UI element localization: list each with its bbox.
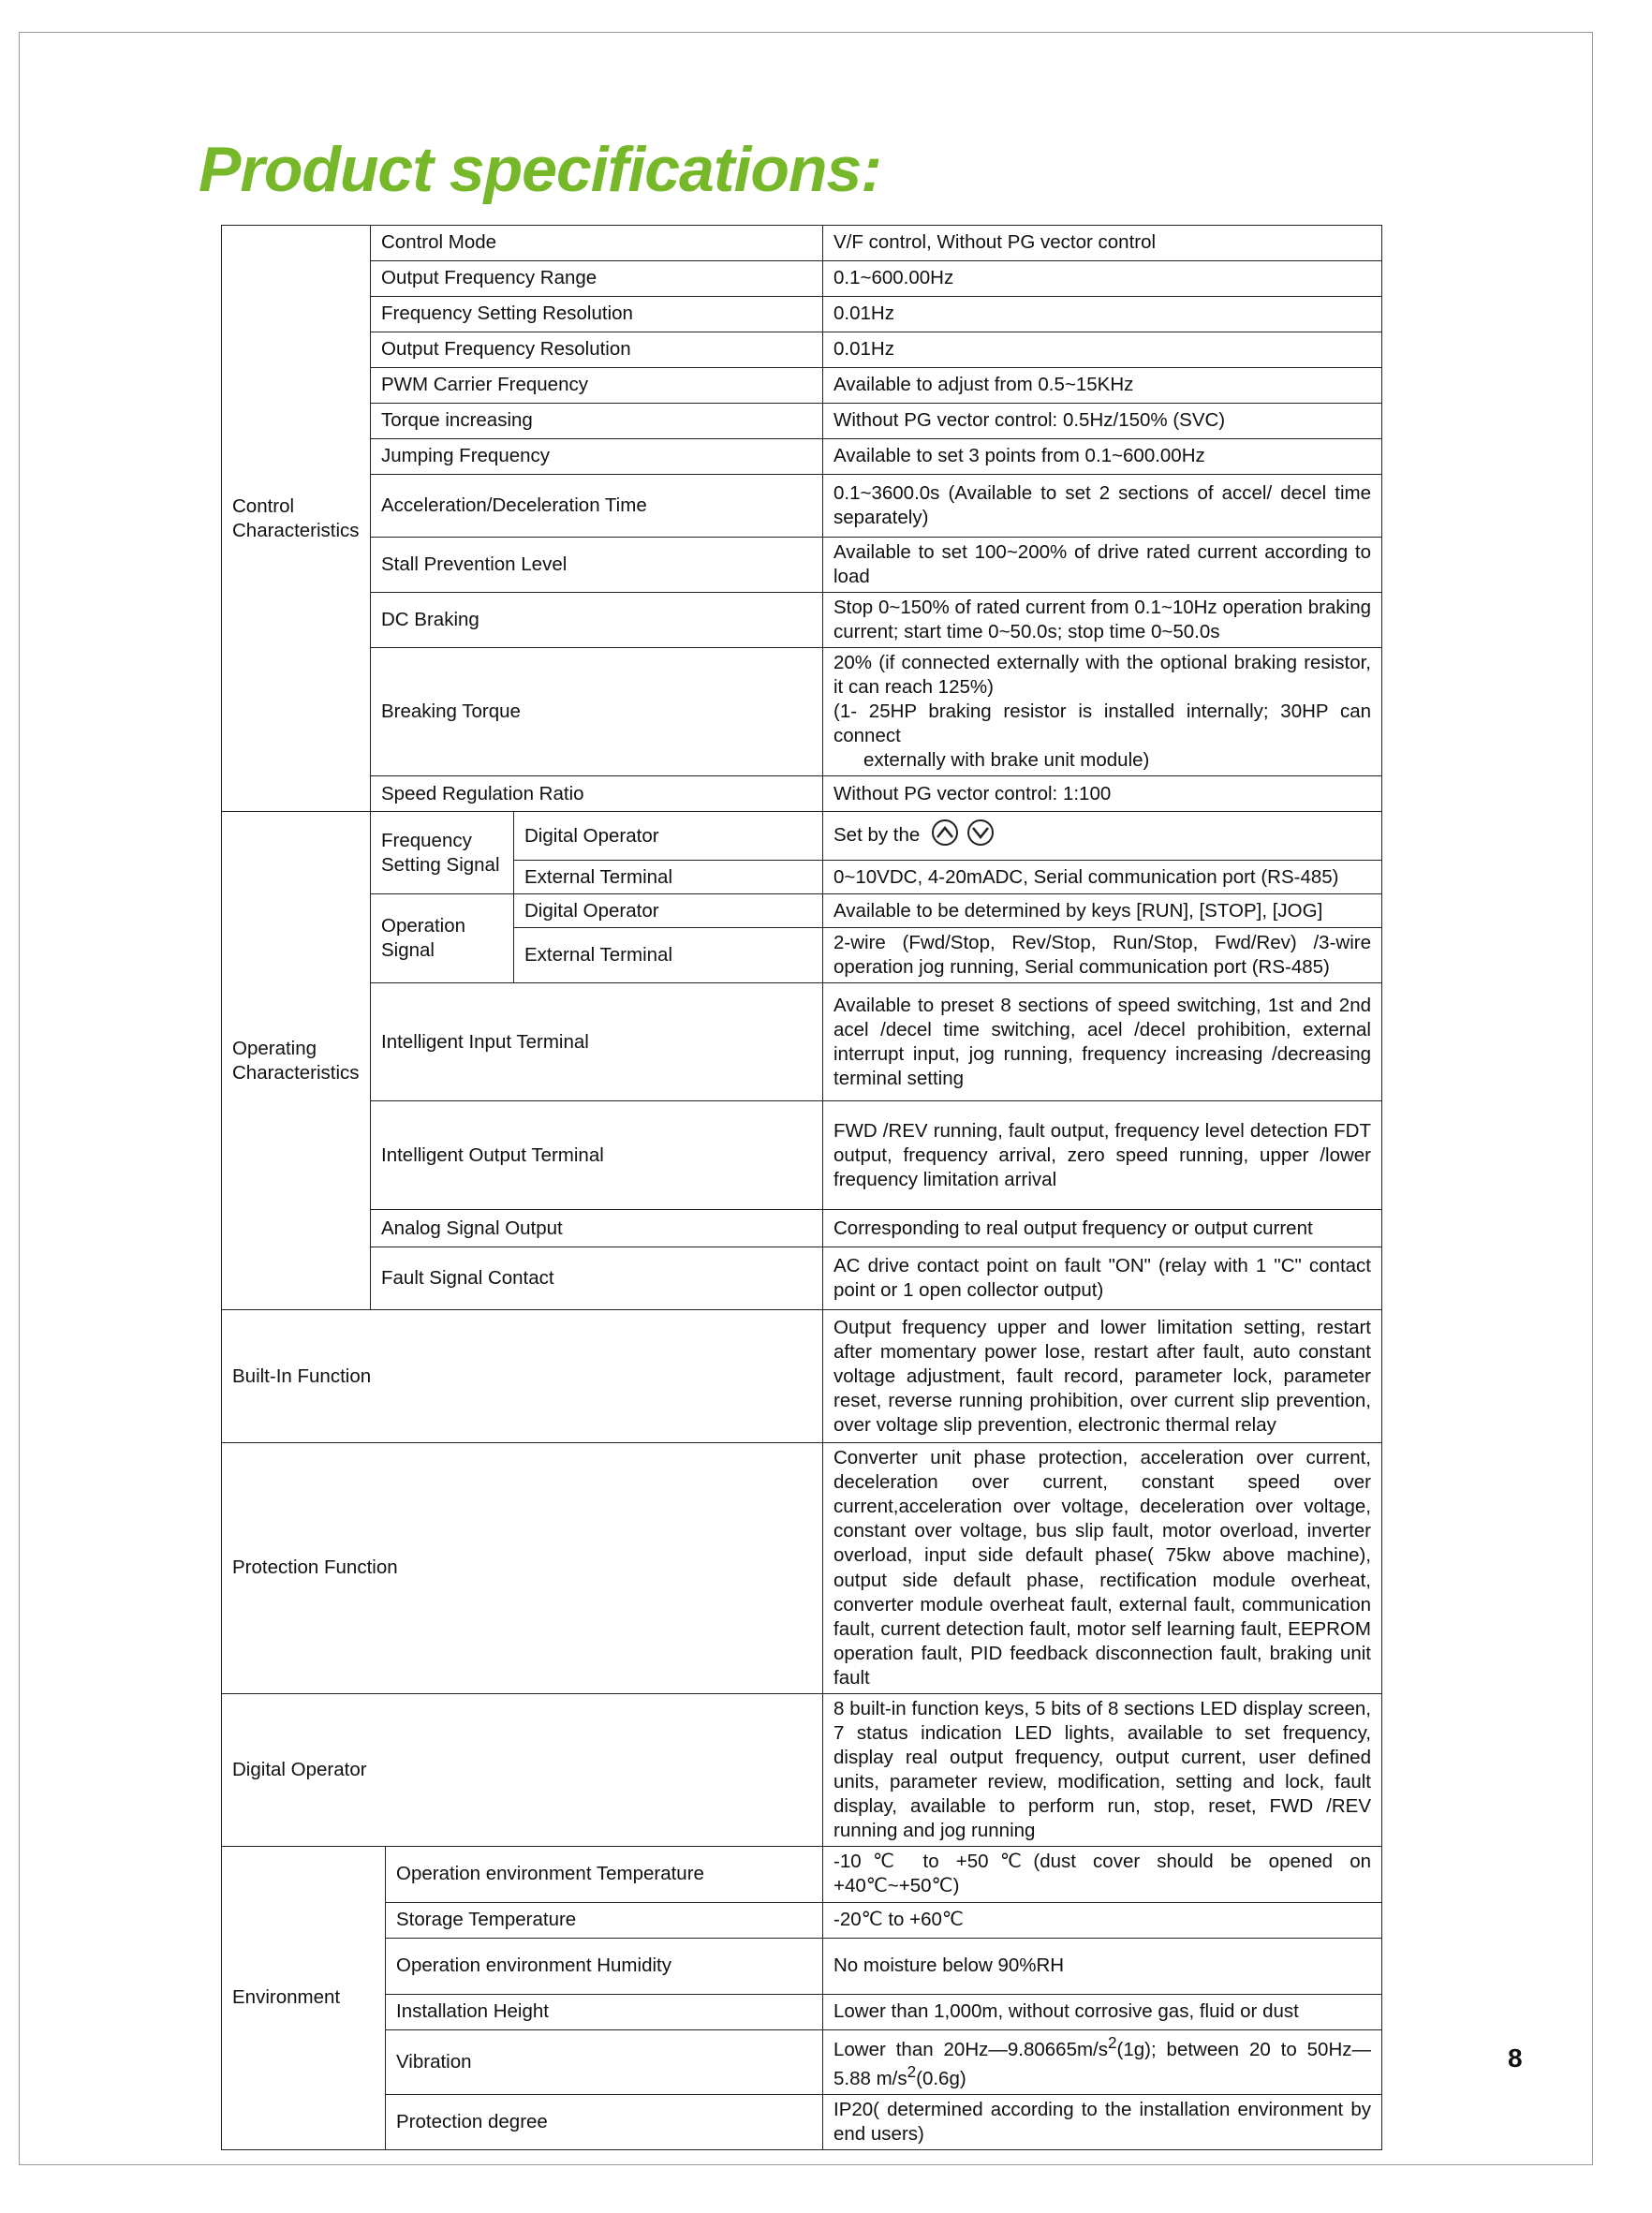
spec-value: Without PG vector control: 0.5Hz/150% (SVC)	[823, 404, 1382, 439]
table-row	[222, 593, 1382, 648]
table-row	[222, 2094, 1382, 2149]
spec-name: DC Braking	[371, 593, 823, 648]
spec-value: No moisture below 90%RH	[823, 1938, 1382, 1994]
spec-name: Control Mode	[371, 226, 823, 261]
spec-value: IP20( determined according to the installation environment by end users)	[823, 2094, 1382, 2149]
spec-value: Converter unit phase protection, acceleration over current, deceleration over current, constant speed over current,acceleration over voltage, deceleration over voltage, constant over voltage, bus slip fault, motor overload, inverter overload, input side default phase( 75kw above machine), output side default phase, rectification module overheat, converter module overheat fault, external fault, communication fault, current detection fault, motor self learning fault, EEPROM operation fault, PID feedback disconnection fault, braking unit fault	[823, 1443, 1382, 1693]
spec-value: 8 built-in function keys, 5 bits of 8 sections LED display screen, 7 status indication LED lights, available to set frequency, display real output frequency, output current, user defined units, parameter review, modification, setting and lock, fault display, available to perform run, stop, reset, FWD /REV running and jog running	[823, 1693, 1382, 1846]
section-label-environment: Environment	[222, 1846, 386, 2149]
spec-value: AC drive contact point on fault "ON" (relay with 1 "C" contact point or 1 open collector output)	[823, 1247, 1382, 1310]
down-arrow-icon	[966, 819, 1002, 853]
table-row	[222, 894, 1382, 928]
sub-label-operation-signal: Operation Signal	[371, 894, 514, 983]
section-label-builtin: Built-In Function	[222, 1310, 823, 1443]
spec-value: Set by the	[823, 812, 1382, 861]
spec-value: -10℃ to +50℃(dust cover should be opened on +40℃~+50℃)	[823, 1846, 1382, 1902]
table-row	[222, 261, 1382, 297]
spec-name: Operation environment Humidity	[386, 1938, 823, 1994]
spec-name: Installation Height	[386, 1994, 823, 2029]
table-row	[222, 1310, 1382, 1443]
spec-value: Output frequency upper and lower limitation setting, restart after momentary power lose, restart after fault, auto constant voltage adjustment, fault record, parameter lock, parameter reset, reverse running prohibition, over current slip prevention, over voltage slip prevention, electronic thermal relay	[823, 1310, 1382, 1443]
spec-value: -20℃ to +60℃	[823, 1902, 1382, 1938]
page-title: Product specifications:	[199, 134, 881, 205]
table-row	[222, 1101, 1382, 1210]
jog-key-label: [JOG]	[1272, 899, 1323, 922]
section-label-operating: Operating Characteristics	[222, 812, 371, 1310]
spec-value: 2-wire (Fwd/Stop, Rev/Stop, Run/Stop, Fwd/Rev) /3-wire operation jog running, Serial communication port (RS-485)	[823, 928, 1382, 983]
table-row	[222, 439, 1382, 475]
specifications-table	[221, 225, 1382, 2150]
table-row	[222, 538, 1382, 593]
value-line: externally with brake unit module)	[863, 749, 1150, 772]
section-label-protection: Protection Function	[222, 1443, 823, 1693]
spec-name: Fault Signal Contact	[371, 1247, 823, 1310]
spec-value: 0.1~600.00Hz	[823, 261, 1382, 297]
page-number: 8	[1508, 2043, 1523, 2073]
spec-name: PWM Carrier Frequency	[371, 368, 823, 404]
spec-value: Lower than $20Hz—9.80665m/s^2(1g)$; between 20 to 50Hz—5.88 $m/s^2(0.6g)$	[823, 2029, 1382, 2094]
spec-name: Stall Prevention Level	[371, 538, 823, 593]
table-row	[222, 368, 1382, 404]
spec-value: Available to adjust from 0.5~15KHz	[823, 368, 1382, 404]
spec-value: 0.01Hz	[823, 332, 1382, 368]
spec-name: Speed Regulation Ratio	[371, 776, 823, 812]
spec-value: Available to set 3 points from 0.1~600.00Hz	[823, 439, 1382, 475]
spec-name: Operation environment Temperature	[386, 1846, 823, 1902]
table-row	[222, 1693, 1382, 1846]
run-key-label: [RUN]	[1136, 899, 1189, 922]
spec-value: 0~10VDC, 4-20mADC, Serial communication port (RS-485)	[823, 861, 1382, 894]
spec-value: FWD /REV running, fault output, frequency level detection FDT output, frequency arrival, zero speed running, upper /lower frequency limitation arrival	[823, 1101, 1382, 1210]
table-row	[222, 1846, 1382, 1902]
spec-value: Without PG vector control: 1:100	[823, 776, 1382, 812]
spec-name: Output Frequency Range	[371, 261, 823, 297]
table-row	[222, 404, 1382, 439]
sub-label-frequency-signal: Frequency Setting Signal	[371, 812, 514, 894]
spec-value: Available to preset 8 sections of speed switching, 1st and 2nd acel /decel time switching, acel /decel prohibition, external interrupt input, jog running, frequency increasing /decreasing terminal setting	[823, 983, 1382, 1101]
table-row	[222, 1443, 1382, 1693]
table-row	[222, 1247, 1382, 1310]
stop-key-label: [STOP]	[1199, 899, 1262, 922]
spec-value: Stop 0~150% of rated current from 0.1~10Hz operation braking current; start time 0~50.0s; stop time 0~50.0s	[823, 593, 1382, 648]
spec-value: Corresponding to real output frequency or output current	[823, 1210, 1382, 1247]
table-row	[222, 1938, 1382, 1994]
table-row	[222, 1902, 1382, 1938]
spec-name: Digital Operator	[514, 812, 823, 861]
spec-name: Intelligent Input Terminal	[371, 983, 823, 1101]
spec-name: Breaking Torque	[371, 648, 823, 776]
spec-value: 0.01Hz	[823, 297, 1382, 332]
spec-value: V/F control, Without PG vector control	[823, 226, 1382, 261]
spec-name: Intelligent Output Terminal	[371, 1101, 823, 1210]
table-row	[222, 812, 1382, 861]
spec-value	[823, 648, 1382, 776]
table-row	[222, 983, 1382, 1101]
spec-name: Frequency Setting Resolution	[371, 297, 823, 332]
spec-name: Jumping Frequency	[371, 439, 823, 475]
table-row	[222, 776, 1382, 812]
table-row	[222, 648, 1382, 776]
value-line: 20% (if connected externally with the optional braking resistor, it can reach 125%)	[833, 652, 1371, 699]
spec-name: External Terminal	[514, 861, 823, 894]
spec-name: External Terminal	[514, 928, 823, 983]
table-row	[222, 332, 1382, 368]
spec-name: Analog Signal Output	[371, 1210, 823, 1247]
table-row	[222, 226, 1382, 261]
spec-value: Available to set 100~200% of drive rated current according to load	[823, 538, 1382, 593]
spec-name: Digital Operator	[514, 894, 823, 928]
spec-name: Acceleration/Deceleration Time	[371, 475, 823, 538]
spec-value: 0.1~3600.0s (Available to set 2 sections of accel/ decel time separately)	[823, 475, 1382, 538]
table-row	[222, 1210, 1382, 1247]
spec-name: Protection degree	[386, 2094, 823, 2149]
spec-name: Torque increasing	[371, 404, 823, 439]
spec-name: Output Frequency Resolution	[371, 332, 823, 368]
up-arrow-icon	[931, 819, 966, 853]
spec-value: Lower than 1,000m, without corrosive gas, fluid or dust	[823, 1994, 1382, 2029]
table-row	[222, 475, 1382, 538]
table-row	[222, 1994, 1382, 2029]
value-line: (1- 25HP braking resistor is installed internally; 30HP can connect	[833, 701, 1371, 747]
section-label-control: Control Characteristics	[222, 226, 371, 812]
spec-value: Available to be determined by keys [RUN], [STOP], [JOG]	[823, 894, 1382, 928]
spec-name: Vibration	[386, 2029, 823, 2094]
section-label-digital-operator: Digital Operator	[222, 1693, 823, 1846]
table-row	[222, 297, 1382, 332]
spec-name: Storage Temperature	[386, 1902, 823, 1938]
table-row	[222, 2029, 1382, 2094]
